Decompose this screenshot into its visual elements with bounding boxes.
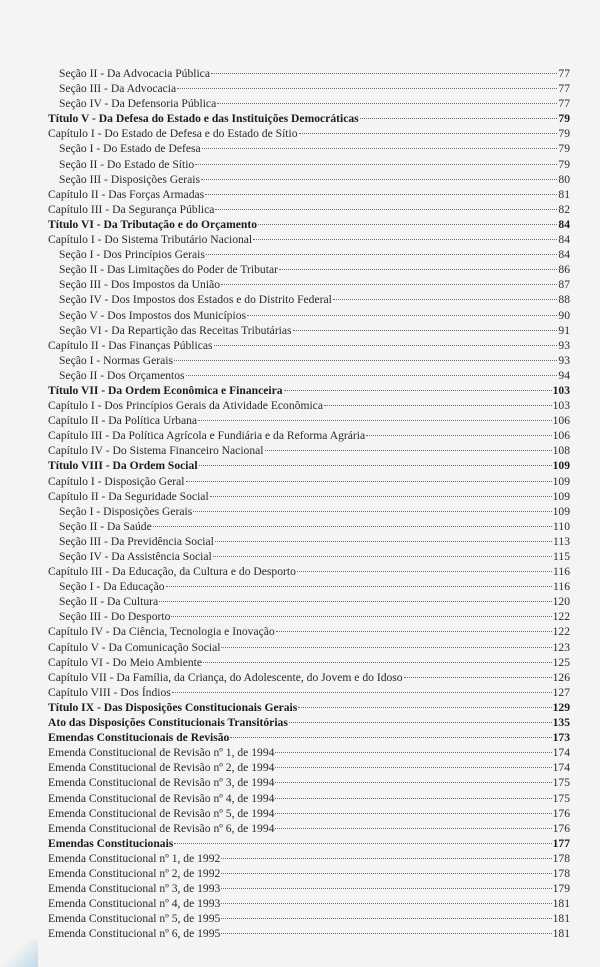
toc-entry xyxy=(48,549,570,564)
toc-entry xyxy=(48,458,570,473)
dot-leader xyxy=(221,888,551,889)
toc-entry-label: Seção IV - Da Assistência Social xyxy=(59,550,212,563)
toc-entry-page-number: 77 xyxy=(558,97,570,111)
dot-leader xyxy=(221,284,557,285)
dot-leader xyxy=(174,360,557,361)
toc-entry-label: Seção I - Da Educação xyxy=(59,580,165,594)
toc-entry xyxy=(48,609,570,624)
toc-entry xyxy=(48,172,570,187)
toc-entry-page-number: 77 xyxy=(558,67,570,80)
dot-leader xyxy=(203,662,552,663)
toc-entry-label: Emenda Constitucional de Revisão nº 1, de 1994 xyxy=(48,746,275,760)
toc-entry xyxy=(48,398,570,413)
toc-entry xyxy=(48,685,570,700)
toc-entry-page-number: 181 xyxy=(552,927,570,941)
toc-entry xyxy=(48,338,570,353)
toc-entry xyxy=(48,760,570,775)
toc-entry-label: Capítulo I - Do Estado de Defesa e do Estado de Sítio xyxy=(48,127,298,141)
toc-entry-label: Seção II - Dos Orçamentos xyxy=(59,368,185,382)
toc-entry-label: Título VII - Da Ordem Econômica e Financeira xyxy=(48,383,283,397)
toc-entry-label: Título V - Da Defesa do Estado e das Instituições Democráticas xyxy=(48,112,359,126)
toc-entry xyxy=(48,564,570,579)
dot-leader xyxy=(298,707,551,708)
toc-entry xyxy=(48,96,570,111)
toc-entry-label: Capítulo II - Das Finanças Públicas xyxy=(48,338,213,352)
toc-entry xyxy=(48,624,570,639)
toc-entry-label: Capítulo I - Do Sistema Tributário Nacional xyxy=(48,233,253,247)
toc-entry xyxy=(48,141,570,156)
toc-entry xyxy=(48,700,570,715)
dot-leader xyxy=(205,194,557,195)
toc-entry xyxy=(48,217,570,232)
toc-entry xyxy=(48,655,570,670)
toc-entry xyxy=(48,881,570,896)
dot-leader xyxy=(210,496,552,497)
dot-leader xyxy=(293,330,558,331)
toc-entry-label: Capítulo VIII - Dos Índios xyxy=(48,685,171,699)
dot-leader xyxy=(360,118,558,119)
toc-entry-page-number: 87 xyxy=(558,278,570,292)
dot-leader xyxy=(279,269,557,270)
toc-entry xyxy=(48,383,570,398)
toc-entry xyxy=(48,670,570,685)
toc-entry-page-number: 94 xyxy=(558,368,570,382)
toc-entry xyxy=(48,81,570,96)
toc-entry-page-number: 82 xyxy=(558,202,570,216)
toc-entry xyxy=(48,353,570,368)
dot-leader xyxy=(253,239,557,240)
toc-entry-label: Capítulo VI - Do Meio Ambiente xyxy=(48,655,203,669)
toc-entry-label: Seção III - Da Previdência Social xyxy=(59,534,214,548)
dot-leader xyxy=(404,677,552,678)
toc-entry-label: Capítulo I - Dos Princípios Gerais da Atividade Econômica xyxy=(48,399,323,413)
toc-entry-label: Emendas Constitucionais de Revisão xyxy=(48,731,230,745)
dot-leader xyxy=(221,933,551,934)
toc-entry-page-number: 125 xyxy=(552,655,570,669)
toc-entry-page-number: 177 xyxy=(552,836,570,850)
toc-entry-page-number: 106 xyxy=(552,414,570,428)
toc-entry xyxy=(48,851,570,866)
dot-leader xyxy=(284,390,552,391)
toc-entry-label: Emenda Constitucional de Revisão nº 5, de 1994 xyxy=(48,806,275,820)
toc-entry-page-number: 176 xyxy=(552,806,570,820)
toc-entry-label: Título IX - Das Disposições Constitucionais Gerais xyxy=(48,700,298,714)
toc-entry-page-number: 126 xyxy=(552,670,570,684)
toc-entry xyxy=(48,126,570,141)
toc-entry-label: Seção III - Da Advocacia xyxy=(59,82,177,96)
toc-entry xyxy=(48,836,570,851)
dot-leader xyxy=(159,601,551,602)
toc-entry-page-number: 91 xyxy=(558,323,570,337)
toc-entry-label: Seção I - Disposições Gerais xyxy=(59,504,193,518)
dot-leader xyxy=(202,148,558,149)
toc-entry xyxy=(48,368,570,383)
toc-entry-label: Seção II - Da Advocacia Pública xyxy=(59,67,210,80)
toc-entry xyxy=(48,474,570,489)
toc-entry-label: Seção II - Do Estado de Sítio xyxy=(59,157,195,171)
toc-entry xyxy=(48,157,570,172)
toc-entry xyxy=(48,926,570,941)
toc-entry-label: Emenda Constitucional de Revisão nº 2, de 1994 xyxy=(48,761,275,775)
toc-entry-page-number: 88 xyxy=(558,293,570,307)
toc-entry-label: Capítulo III - Da Política Agrícola e Fundiária e da Reforma Agrária xyxy=(48,429,366,443)
toc-entry-label: Seção III - Do Desporto xyxy=(59,610,171,624)
toc-entry-page-number: 116 xyxy=(553,580,570,594)
toc-entry xyxy=(48,232,570,247)
toc-entry-page-number: 178 xyxy=(552,866,570,880)
toc-entry-page-number: 179 xyxy=(552,882,570,896)
toc-entry-label: Ato das Disposições Constitucionais Transitórias xyxy=(48,716,288,730)
toc-entry-label: Emenda Constitucional nº 5, de 1995 xyxy=(48,912,221,926)
toc-entry-page-number: 123 xyxy=(552,640,570,654)
toc-entry-page-number: 173 xyxy=(552,731,570,745)
dot-leader xyxy=(275,813,551,814)
dot-leader xyxy=(333,299,558,300)
toc-entry-label: Capítulo II - Das Forças Armadas xyxy=(48,187,205,201)
toc-entry-page-number: 129 xyxy=(552,700,570,714)
toc-entry-label: Emenda Constitucional de Revisão nº 6, de 1994 xyxy=(48,821,275,835)
dot-leader xyxy=(275,828,551,829)
dot-leader xyxy=(186,481,552,482)
toc-entry-page-number: 103 xyxy=(552,383,570,397)
dot-leader xyxy=(215,209,557,210)
dot-leader xyxy=(275,752,551,753)
toc-entry xyxy=(48,579,570,594)
toc-entry xyxy=(48,821,570,836)
dot-leader xyxy=(206,254,558,255)
dot-leader xyxy=(215,541,552,542)
dot-leader xyxy=(265,450,552,451)
toc-entry xyxy=(48,806,570,821)
toc-entry-page-number: 86 xyxy=(558,263,570,277)
dot-leader xyxy=(172,692,552,693)
toc-entry-label: Emenda Constitucional nº 4, de 1993 xyxy=(48,897,221,911)
dot-leader xyxy=(299,133,558,134)
toc-entry-page-number: 109 xyxy=(552,474,570,488)
toc-entry-label: Seção I - Dos Princípios Gerais xyxy=(59,248,205,262)
dot-leader xyxy=(177,88,557,89)
toc-entry-page-number: 80 xyxy=(558,172,570,186)
toc-entry xyxy=(48,896,570,911)
dot-leader xyxy=(199,465,552,466)
dot-leader xyxy=(201,179,557,180)
toc-entry-page-number: 178 xyxy=(552,851,570,865)
toc-entry-label: Emenda Constitucional de Revisão nº 3, de 1994 xyxy=(48,776,275,790)
toc-entry-page-number: 175 xyxy=(552,776,570,790)
dot-leader xyxy=(275,767,551,768)
toc-entry-page-number: 116 xyxy=(553,565,570,579)
toc-entry-label: Emenda Constitucional nº 2, de 1992 xyxy=(48,866,221,880)
toc-entry xyxy=(48,775,570,790)
toc-entry xyxy=(48,413,570,428)
dot-leader xyxy=(221,873,551,874)
toc-entry xyxy=(48,519,570,534)
toc-entry-label: Seção II - Das Limitações do Poder de Tributar xyxy=(59,263,278,277)
toc-entry xyxy=(48,640,570,655)
dot-leader xyxy=(230,737,551,738)
toc-entry-page-number: 174 xyxy=(552,761,570,775)
dot-leader xyxy=(221,858,551,859)
toc-entry-page-number: 93 xyxy=(558,353,570,367)
toc-entry-page-number: 108 xyxy=(552,444,570,458)
dot-leader xyxy=(211,73,557,74)
toc-entry-label: Título VIII - Da Ordem Social xyxy=(48,459,198,473)
toc-entry xyxy=(48,308,570,323)
toc-entry-label: Emenda Constitucional de Revisão nº 4, de 1994 xyxy=(48,791,275,805)
toc-entry xyxy=(48,202,570,217)
page-corner-stain xyxy=(0,939,38,967)
dot-leader xyxy=(275,782,551,783)
toc-entry xyxy=(48,247,570,262)
toc-entry-page-number: 174 xyxy=(552,746,570,760)
toc-entry-label: Emendas Constitucionais xyxy=(48,836,174,850)
toc-entry-page-number: 110 xyxy=(553,519,570,533)
toc-entry xyxy=(48,911,570,926)
toc-entry-page-number: 115 xyxy=(553,550,570,563)
table-of-contents xyxy=(48,66,570,941)
toc-entry-label: Emenda Constitucional nº 6, de 1995 xyxy=(48,927,221,941)
dot-leader xyxy=(186,375,558,376)
toc-entry-page-number: 84 xyxy=(558,233,570,247)
toc-entry-label: Seção I - Do Estado de Defesa xyxy=(59,142,201,156)
toc-entry xyxy=(48,262,570,277)
toc-entry-label: Capítulo II - Da Seguridade Social xyxy=(48,489,209,503)
toc-entry-label: Capítulo III - Da Segurança Pública xyxy=(48,202,215,216)
toc-entry-page-number: 103 xyxy=(552,399,570,413)
toc-entry-label: Seção I - Normas Gerais xyxy=(59,353,173,367)
dot-leader xyxy=(276,631,552,632)
toc-entry xyxy=(48,292,570,307)
dot-leader xyxy=(324,405,552,406)
toc-entry-page-number: 109 xyxy=(552,459,570,473)
toc-entry xyxy=(48,323,570,338)
toc-entry xyxy=(48,504,570,519)
toc-entry-label: Capítulo III - Da Educação, da Cultura e do Desporto xyxy=(48,565,296,579)
toc-entry-page-number: 135 xyxy=(552,716,570,730)
toc-entry-label: Capítulo IV - Do Sistema Financeiro Nacional xyxy=(48,444,264,458)
dot-leader xyxy=(258,224,557,225)
toc-entry-page-number: 77 xyxy=(558,82,570,96)
toc-entry xyxy=(48,489,570,504)
toc-entry-page-number: 127 xyxy=(552,685,570,699)
toc-entry-label: Seção III - Dos Impostos da União xyxy=(59,278,220,292)
toc-entry xyxy=(48,277,570,292)
toc-entry xyxy=(48,428,570,443)
toc-entry-label: Seção II - Da Saúde xyxy=(59,519,152,533)
toc-entry-label: Capítulo I - Disposição Geral xyxy=(48,474,185,488)
toc-entry-page-number: 181 xyxy=(552,912,570,926)
toc-entry xyxy=(48,791,570,806)
dot-leader xyxy=(193,511,551,512)
dot-leader xyxy=(213,556,552,557)
toc-entry-label: Seção III - Disposições Gerais xyxy=(59,172,201,186)
toc-entry xyxy=(48,111,570,126)
dot-leader xyxy=(195,164,557,165)
toc-entry-page-number: 79 xyxy=(558,112,570,126)
toc-entry-label: Seção II - Da Cultura xyxy=(59,595,159,609)
dot-leader xyxy=(174,843,551,844)
toc-entry-label: Capítulo VII - Da Família, da Criança, do Adolescente, do Jovem e do Idoso xyxy=(48,670,403,684)
toc-entry-page-number: 90 xyxy=(558,308,570,322)
toc-entry xyxy=(48,534,570,549)
toc-entry-label: Seção V - Dos Impostos dos Municípios xyxy=(59,308,247,322)
toc-entry-page-number: 93 xyxy=(558,338,570,352)
dot-leader xyxy=(217,103,557,104)
dot-leader xyxy=(275,798,551,799)
toc-entry-page-number: 79 xyxy=(558,142,570,156)
toc-entry-label: Capítulo IV - Da Ciência, Tecnologia e Inovação xyxy=(48,625,275,639)
dot-leader xyxy=(153,526,552,527)
toc-entry-page-number: 122 xyxy=(552,610,570,624)
toc-entry xyxy=(48,594,570,609)
dot-leader xyxy=(366,435,551,436)
toc-entry-page-number: 79 xyxy=(558,157,570,171)
dot-leader xyxy=(214,345,558,346)
toc-entry xyxy=(48,443,570,458)
toc-entry-label: Título VI - Da Tributação e do Orçamento xyxy=(48,217,258,231)
toc-entry-page-number: 109 xyxy=(552,489,570,503)
toc-entry-page-number: 120 xyxy=(552,595,570,609)
toc-entry xyxy=(48,745,570,760)
toc-entry xyxy=(48,866,570,881)
toc-entry-page-number: 84 xyxy=(558,217,570,231)
toc-entry xyxy=(48,66,570,81)
toc-entry-page-number: 79 xyxy=(558,127,570,141)
dot-leader xyxy=(221,903,551,904)
toc-entry-page-number: 81 xyxy=(558,187,570,201)
toc-entry-label: Capítulo V - Da Comunicação Social xyxy=(48,640,221,654)
toc-entry-label: Capítulo II - Da Política Urbana xyxy=(48,414,198,428)
toc-entry-label: Seção IV - Da Defensoria Pública xyxy=(59,97,217,111)
dot-leader xyxy=(221,918,551,919)
toc-entry-page-number: 109 xyxy=(552,504,570,518)
toc-entry-page-number: 122 xyxy=(552,625,570,639)
toc-entry-page-number: 176 xyxy=(552,821,570,835)
toc-entry-page-number: 175 xyxy=(552,791,570,805)
toc-entry-page-number: 84 xyxy=(558,248,570,262)
toc-entry xyxy=(48,715,570,730)
dot-leader xyxy=(166,586,552,587)
toc-entry-page-number: 106 xyxy=(552,429,570,443)
toc-entry xyxy=(48,187,570,202)
dot-leader xyxy=(247,315,557,316)
toc-entry-label: Seção IV - Dos Impostos dos Estados e do Distrito Federal xyxy=(59,293,332,307)
dot-leader xyxy=(297,571,552,572)
dot-leader xyxy=(221,647,551,648)
dot-leader xyxy=(198,420,552,421)
toc-entry-page-number: 181 xyxy=(552,897,570,911)
toc-entry-label: Emenda Constitucional nº 1, de 1992 xyxy=(48,851,221,865)
dot-leader xyxy=(171,616,551,617)
toc-entry-label: Emenda Constitucional nº 3, de 1993 xyxy=(48,882,221,896)
dot-leader xyxy=(289,722,552,723)
toc-entry-label: Seção VI - Da Repartição das Receitas Tributárias xyxy=(59,323,292,337)
toc-entry xyxy=(48,730,570,745)
toc-entry-page-number: 113 xyxy=(553,534,570,548)
